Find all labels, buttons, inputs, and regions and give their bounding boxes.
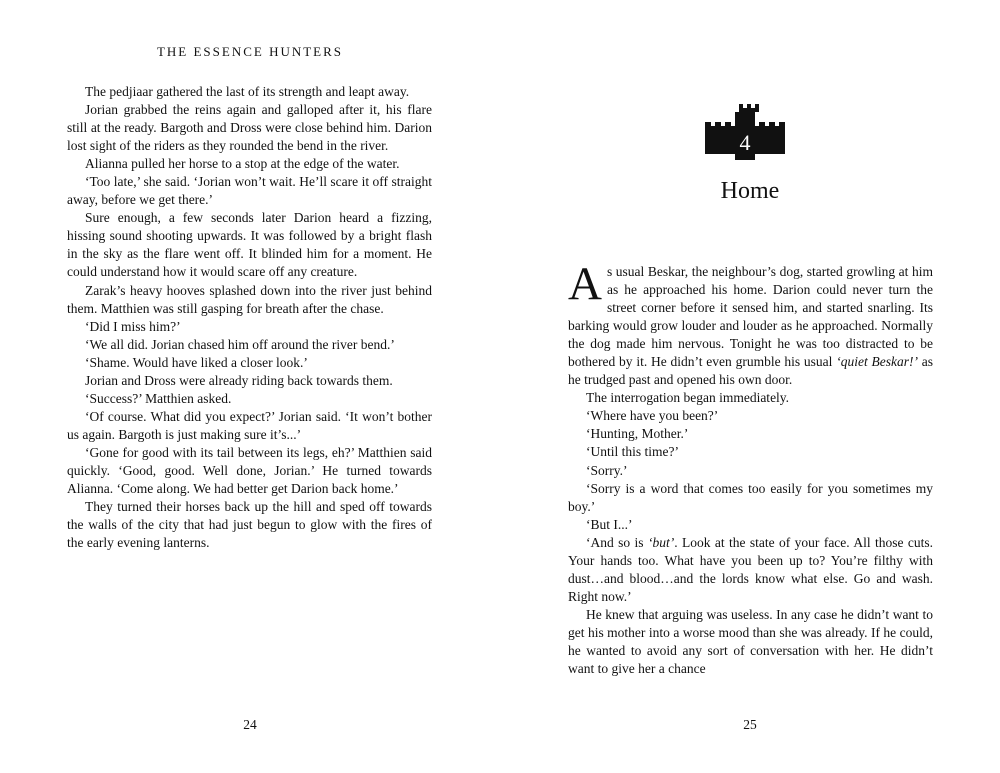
right-page	[500, 0, 1000, 773]
paragraph: ‘Sorry.’	[586, 462, 628, 478]
chapter-number: 4	[739, 130, 751, 155]
paragraph: Jorian and Dross were already riding back towards them.	[85, 372, 393, 388]
left-page-body	[67, 83, 432, 552]
page-number: 25	[743, 717, 757, 732]
paragraph: ‘But I...’	[586, 516, 633, 532]
text-run: . Look at the state of your face. All those cuts. Your hands too. What have you been up to? You’re filthy with dust…and blood…and the lords know what else. Go and wash. Right now.’	[568, 534, 933, 604]
paragraph: They turned their horses back up the hill and sped off towards the walls of the city that had just begun to glow with the fires of the early evening lanterns.	[67, 499, 432, 551]
drop-cap: A	[568, 258, 602, 310]
paragraph: ‘Success?’ Matthien asked.	[85, 390, 232, 406]
paragraph: ‘Shame. Would have liked a closer look.’	[85, 354, 308, 370]
paragraph: The pedjiaar gathered the last of its strength and leapt away.	[85, 84, 410, 99]
paragraph: Sure enough, a few seconds later Darion heard a fizzing, hissing sound shooting upwards. It was followed by a bright flash in the sky as the flare went off. It blinded him for a moment. He could understand how it would scare off any creature.	[67, 210, 432, 280]
paragraph: ‘Too late,’ she said. ‘Jorian won’t wait. He’ll scare it off straight away, before we get there.’	[67, 174, 432, 208]
paragraph: ‘Sorry is a word that comes too easily for you sometimes my boy.’	[568, 480, 933, 514]
running-head: THE ESSENCE HUNTERS	[156, 44, 344, 59]
paragraph: ‘Until this time?’	[586, 444, 679, 460]
castle-icon	[705, 104, 785, 160]
paragraph: Zarak’s heavy hooves splashed down into the river just behind them. Matthien was still gasping for breath after the chase.	[67, 282, 432, 316]
paragraph	[568, 534, 933, 606]
paragraph: ‘Where have you been?’	[586, 408, 719, 424]
paragraph: Alianna pulled her horse to a stop at the edge of the water.	[85, 156, 400, 172]
page-number: 24	[243, 717, 257, 732]
opening-paragraph	[568, 258, 934, 389]
paragraph: ‘We all did. Jorian chased him off around the river bend.’	[85, 336, 395, 352]
paragraph: Jorian grabbed the reins again and galloped after it, his flare still at the ready. Bargoth and Dross were close behind him. Darion lost sight of the riders as they rounded the bend in the river.	[67, 102, 432, 154]
paragraph: ‘Of course. What did you expect?’ Jorian said. ‘It won’t bother us again. Bargoth is just making sure it’s...’	[67, 408, 432, 442]
chapter-title: Home	[720, 178, 780, 204]
paragraph: ‘Hunting, Mother.’	[586, 426, 689, 442]
italic-text: ‘quiet Beskar!’	[836, 354, 918, 370]
text-run: as he trudged past and opened his own door.	[568, 354, 934, 388]
text-run: s usual Beskar, the neighbour’s dog, started growling at him as he approached his home. Darion could never turn the street corner before it sensed him, and started snarling. Its barking would grow louder and louder as he approached. Normally the dog made him nervous. Tonight he was too distracted to be bothered by it. He didn’t even grumble his usual	[568, 264, 933, 370]
paragraph: The interrogation began immediately.	[586, 390, 790, 406]
right-page-body	[568, 258, 934, 678]
paragraph: ‘Gone for good with its tail between its legs, eh?’ Matthien said quickly. ‘Good, good. Well done, Jorian.’ He turned towards Alianna. ‘Come along. We had better get Darion back home.’	[67, 444, 432, 497]
paragraph: He knew that arguing was useless. In any case he didn’t want to get his mother into a worse mood than she was already. If he could, he wanted to avoid any sort of conversation with her. He didn’t want to give her a chance	[568, 606, 933, 677]
italic-text: ‘but’	[647, 534, 675, 550]
text-run: ‘And so is	[586, 534, 648, 550]
paragraph: ‘Did I miss him?’	[85, 318, 181, 334]
